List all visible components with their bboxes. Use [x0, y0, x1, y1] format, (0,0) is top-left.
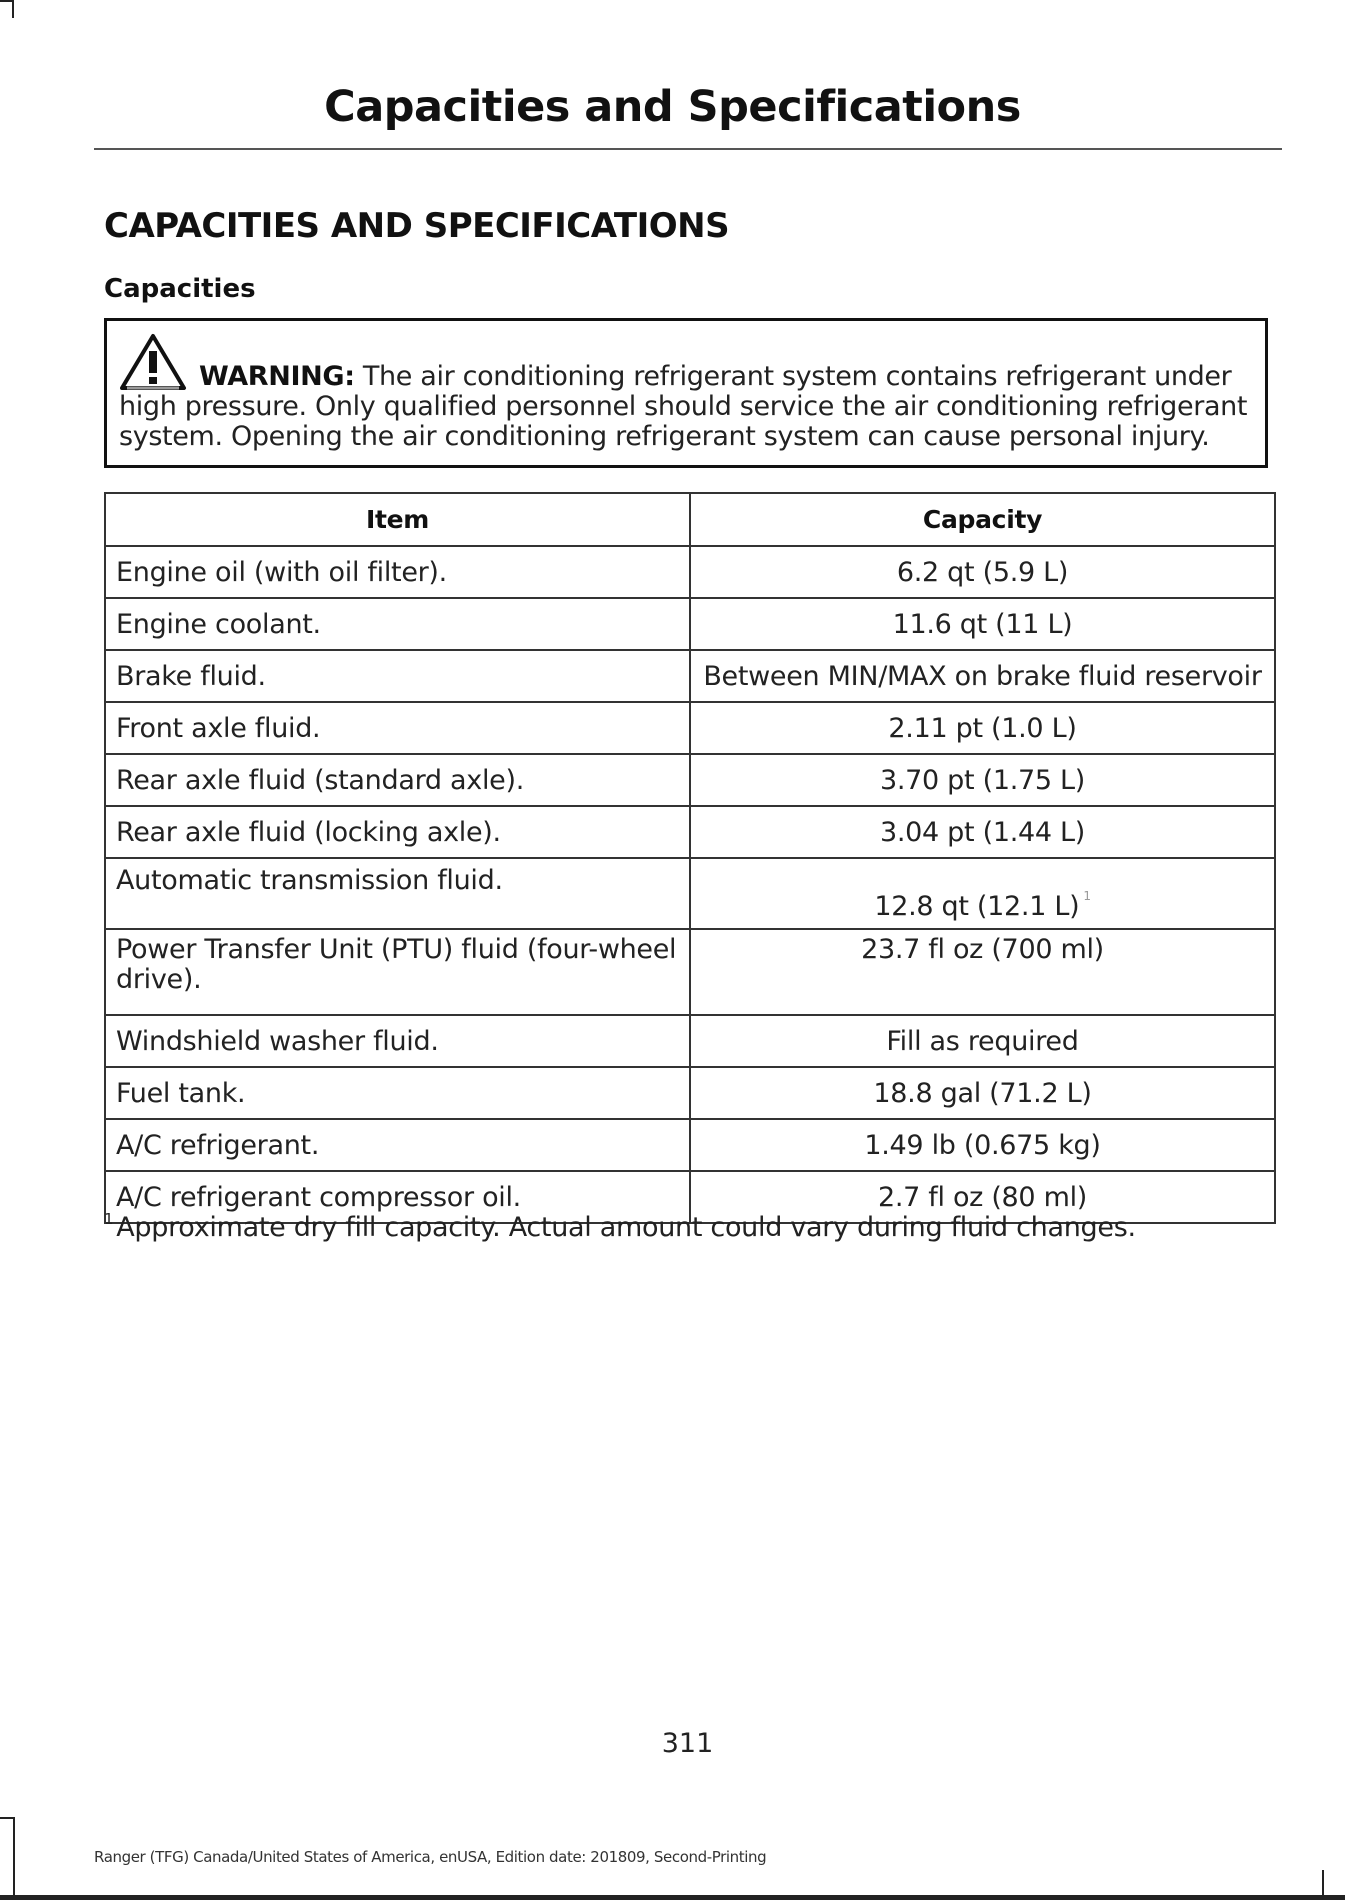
warning-first-line [119, 362, 1251, 392]
item-cell: Front axle fluid. [105, 702, 690, 754]
capacity-cell: 23.7 fl oz (700 ml) [690, 929, 1275, 1015]
capacity-cell: 3.70 pt (1.75 L) [690, 754, 1275, 806]
capacity-cell: 6.2 qt (5.9 L) [690, 546, 1275, 598]
scan-edge [0, 1895, 1345, 1900]
table-header-row [105, 493, 1275, 546]
table-row [105, 1119, 1275, 1171]
item-cell: Windshield washer fluid. [105, 1015, 690, 1067]
crop-mark-bottom-right [1322, 1870, 1324, 1895]
warning-text-first: The air conditioning refrigerant system contains refrigerant under [354, 361, 1232, 392]
subsection-title: Capacities [104, 274, 256, 304]
section-title: CAPACITIES AND SPECIFICATIONS [104, 206, 730, 246]
table-row [105, 806, 1275, 858]
page-number: 311 [661, 1728, 714, 1759]
table-row [105, 650, 1275, 702]
crop-mark-bottom-left [0, 1817, 14, 1819]
table-row [105, 929, 1275, 1015]
capacity-cell: Between MIN/MAX on brake fluid reservoir [690, 650, 1275, 702]
footnote-text: Approximate dry fill capacity. Actual amount could vary during fluid changes. [116, 1212, 1136, 1243]
item-cell: Engine oil (with oil filter). [105, 546, 690, 598]
table-row [105, 1067, 1275, 1119]
item-cell: Brake fluid. [105, 650, 690, 702]
warning-box [104, 318, 1268, 468]
page-footer: Ranger (TFG) Canada/United States of America, enUSA, Edition date: 201809, Second-Printing [94, 1848, 767, 1866]
item-cell: Power Transfer Unit (PTU) fluid (four-wheel drive). [105, 929, 690, 1015]
footnote-marker: 1 [104, 1210, 114, 1228]
capacity-cell: 3.04 pt (1.44 L) [690, 806, 1275, 858]
table-row [105, 702, 1275, 754]
crop-mark-top-left [0, 0, 12, 2]
header-divider [94, 148, 1282, 150]
capacity-cell: 11.6 qt (11 L) [690, 598, 1275, 650]
item-cell: Fuel tank. [105, 1067, 690, 1119]
item-cell: Engine coolant. [105, 598, 690, 650]
item-cell: A/C refrigerant compressor oil. [105, 1171, 690, 1223]
page-header: Capacities and Specifications [324, 82, 1021, 132]
capacity-cell [690, 858, 1275, 929]
table-row [105, 754, 1275, 806]
table-row [105, 598, 1275, 650]
capacities-table [104, 492, 1276, 1224]
table-row [105, 1015, 1275, 1067]
table-row [105, 858, 1275, 929]
column-header-capacity: Capacity [690, 493, 1275, 546]
capacity-cell: 2.11 pt (1.0 L) [690, 702, 1275, 754]
table-row [105, 546, 1275, 598]
crop-mark-top-left-vertical [12, 0, 14, 18]
capacity-cell: 1.49 lb (0.675 kg) [690, 1119, 1275, 1171]
item-cell: A/C refrigerant. [105, 1119, 690, 1171]
capacity-cell: Fill as required [690, 1015, 1275, 1067]
crop-mark-bottom-left-vertical [13, 1817, 15, 1895]
warning-triangle-icon [119, 333, 187, 391]
capacity-value: 12.8 qt (12.1 L) [874, 891, 1080, 922]
capacity-cell: 2.7 fl oz (80 ml) [690, 1171, 1275, 1223]
item-cell: Automatic transmission fluid. [105, 858, 690, 929]
item-cell: Rear axle fluid (locking axle). [105, 806, 690, 858]
table-footnote [104, 1212, 1136, 1243]
column-header-item: Item [105, 493, 690, 546]
warning-label: WARNING: [199, 361, 355, 392]
warning-text-rest: high pressure. Only qualified personnel should service the air conditioning refrigerant system. Opening the air conditioning refrigerant system can cause personal injury. [119, 391, 1248, 452]
footnote-reference: 1 [1083, 889, 1091, 903]
capacity-cell: 18.8 gal (71.2 L) [690, 1067, 1275, 1119]
item-cell: Rear axle fluid (standard axle). [105, 754, 690, 806]
